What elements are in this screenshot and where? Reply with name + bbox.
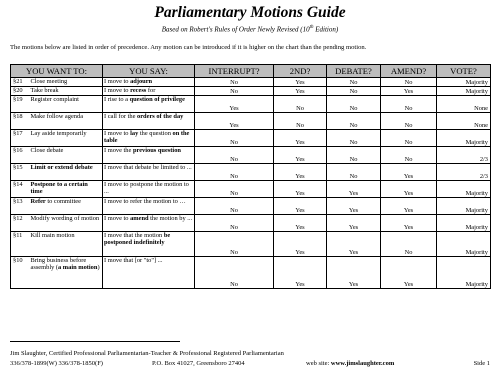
footer-website-label: web site:	[306, 360, 331, 367]
section-number: §14	[11, 181, 30, 198]
cell-vote: 2/3	[437, 147, 491, 164]
cell-amend: Yes	[381, 87, 437, 96]
motion-name-text: Limit or extend debate	[30, 164, 93, 171]
table-row	[11, 198, 491, 215]
motion-name-text: Close debate	[30, 147, 64, 154]
motion-say-text: I move to	[104, 87, 131, 94]
motion-purpose	[30, 78, 103, 87]
cell-vote: Majority	[437, 181, 491, 198]
cell-second: Yes	[274, 130, 327, 147]
cell-debate: Yes	[327, 257, 381, 289]
cell-vote: Majority	[437, 78, 491, 87]
motion-purpose	[30, 257, 103, 289]
cell-debate: Yes	[327, 215, 381, 232]
footer-rule	[10, 341, 180, 342]
cell-amend: Yes	[381, 164, 437, 181]
table-row	[11, 113, 491, 130]
motion-say-text: I rise to a	[104, 96, 130, 103]
section-number: §15	[11, 164, 30, 181]
cell-debate: No	[327, 96, 381, 113]
motion-wording	[103, 232, 195, 257]
cell-second: Yes	[274, 87, 327, 96]
cell-vote: Majority	[437, 232, 491, 257]
motion-say-text: be postponed indefinitely	[104, 232, 171, 247]
cell-vote: Majority	[437, 87, 491, 96]
motion-name-text: )	[97, 264, 100, 272]
cell-debate: No	[327, 78, 381, 87]
cell-debate: No	[327, 147, 381, 164]
motion-purpose	[30, 164, 103, 181]
motion-purpose	[30, 96, 103, 113]
footer-website	[306, 359, 394, 368]
subtitle-text: Based on Robert's Rules of Order Newly Revised (10	[161, 25, 310, 34]
cell-amend: No	[381, 130, 437, 147]
motion-name-text: Refer	[30, 198, 46, 205]
motion-name-text: to committee	[45, 198, 81, 205]
cell-interrupt: No	[195, 130, 274, 147]
header-amend: AMEND?	[381, 65, 437, 78]
motion-say-text: I move that debate be limited to ...	[104, 164, 192, 171]
cell-second: No	[274, 96, 327, 113]
cell-vote: None	[437, 113, 491, 130]
motion-say-text: recess	[130, 87, 147, 94]
cell-second: Yes	[274, 215, 327, 232]
cell-amend: No	[381, 232, 437, 257]
motion-say-text: for	[146, 87, 156, 94]
section-number: §21	[11, 78, 30, 87]
cell-amend: Yes	[381, 215, 437, 232]
motion-wording	[103, 164, 195, 181]
section-number: §11	[11, 232, 30, 257]
motion-name-text: Bring business before assembly (	[30, 257, 87, 272]
section-number: §19	[11, 96, 30, 113]
motion-wording	[103, 96, 195, 113]
motion-wording	[103, 113, 195, 130]
motion-say-text: I move to postpone the motion to ...	[104, 181, 189, 196]
table-row	[11, 96, 491, 113]
cell-vote: Majority	[437, 130, 491, 147]
motion-purpose	[30, 87, 103, 96]
motions-body	[11, 78, 491, 289]
section-number: §17	[11, 130, 30, 147]
cell-second: Yes	[274, 232, 327, 257]
motion-name-text: a main motion	[58, 264, 98, 272]
footer-side-number: Side 1	[473, 360, 490, 367]
subtitle-superscript: th	[309, 25, 314, 30]
motion-purpose	[30, 113, 103, 130]
cell-debate: No	[327, 164, 381, 181]
motion-name-text: Close meeting	[30, 78, 68, 85]
footer-credentials: Jim Slaughter, Certified Professional Parliamentarian-Teacher & Professional Registered Parliamentarian	[10, 350, 284, 357]
cell-second: No	[274, 113, 327, 130]
table-row	[11, 257, 491, 289]
section-number: §10	[11, 257, 30, 289]
motion-purpose	[30, 232, 103, 257]
subtitle-suffix: Edition)	[313, 25, 339, 34]
cell-amend: No	[381, 96, 437, 113]
header-second: 2ND?	[274, 65, 327, 78]
motion-say-text: adjourn	[130, 78, 153, 85]
cell-interrupt: No	[195, 87, 274, 96]
footer-website-link[interactable]: www.jimslaughter.com	[330, 360, 395, 367]
table-row	[11, 232, 491, 257]
header-row	[11, 65, 491, 78]
motion-wording	[103, 147, 195, 164]
motion-name-text: Lay aside temporarily	[30, 130, 87, 137]
header-you-say: YOU SAY:	[103, 65, 195, 78]
cell-debate: No	[327, 130, 381, 147]
cell-debate: Yes	[327, 198, 381, 215]
motion-purpose	[30, 147, 103, 164]
section-number: §12	[11, 215, 30, 232]
cell-vote: Majority	[437, 198, 491, 215]
motion-say-text: previous question	[132, 147, 181, 154]
cell-vote: None	[437, 96, 491, 113]
page-subtitle	[0, 23, 500, 34]
header-debate: DEBATE?	[327, 65, 381, 78]
cell-vote: 2/3	[437, 164, 491, 181]
motion-purpose	[30, 198, 103, 215]
motion-say-text: I call for the	[104, 113, 138, 120]
motion-say-text: I move to	[104, 215, 131, 222]
cell-vote: Majority	[437, 215, 491, 232]
page-title: Parliamentary Motions Guide	[154, 4, 346, 21]
table-row	[11, 87, 491, 96]
cell-vote: Majority	[437, 257, 491, 289]
motion-say-text: the question	[138, 130, 173, 137]
motion-say-text: amend	[130, 215, 149, 222]
motion-say-text: orders of the day	[137, 113, 184, 120]
footer-address: P.O. Box 41027, Greensboro 27404	[152, 360, 245, 367]
motion-name-text: Postpone to a certain time	[30, 181, 88, 196]
cell-interrupt: No	[195, 198, 274, 215]
motion-wording	[103, 215, 195, 232]
motion-say-text: lay	[130, 130, 139, 137]
motion-say-text: I move that the motion	[104, 232, 164, 239]
cell-second: Yes	[274, 198, 327, 215]
cell-amend: Yes	[381, 257, 437, 289]
motion-name-text: Kill main motion	[30, 232, 75, 239]
motion-name-text: Modify wording of motion	[30, 215, 100, 222]
cell-amend: No	[381, 147, 437, 164]
cell-debate: Yes	[327, 181, 381, 198]
cell-interrupt: No	[195, 215, 274, 232]
cell-interrupt: No	[195, 164, 274, 181]
motion-say-text: I move the	[104, 147, 133, 154]
motion-say-text: I move to refer the motion to …	[104, 198, 186, 205]
motion-purpose	[30, 181, 103, 198]
cell-interrupt: No	[195, 181, 274, 198]
cell-interrupt: Yes	[195, 113, 274, 130]
intro-text: The motions below are listed in order of precedence. Any motion can be introduced if it is higher on the chart than the pending motion.	[10, 44, 367, 51]
section-number: §20	[11, 87, 30, 96]
motions-table	[10, 64, 491, 289]
cell-second: Yes	[274, 78, 327, 87]
motion-name-text: Make follow agenda	[30, 113, 84, 120]
motion-wording	[103, 87, 195, 96]
cell-interrupt: No	[195, 257, 274, 289]
cell-second: Yes	[274, 257, 327, 289]
cell-interrupt: No	[195, 147, 274, 164]
motion-wording	[103, 78, 195, 87]
motion-wording	[103, 181, 195, 198]
motion-wording	[103, 130, 195, 147]
cell-second: Yes	[274, 147, 327, 164]
cell-amend: Yes	[381, 198, 437, 215]
motion-name-text: Take break	[30, 87, 59, 94]
header-interrupt: INTERRUPT?	[195, 65, 274, 78]
motion-say-text: on the table	[104, 130, 190, 145]
cell-amend: Yes	[381, 181, 437, 198]
cell-debate: No	[327, 113, 381, 130]
cell-amend: No	[381, 113, 437, 130]
motion-say-text: the motion by ...	[148, 215, 193, 222]
motion-say-text: I move to	[104, 130, 131, 137]
table-row	[11, 130, 491, 147]
footer-phones: 336/378-1899(W) 336/378-1850(F)	[10, 360, 103, 367]
motion-say-text: question of privilege	[129, 96, 185, 103]
cell-amend: No	[381, 78, 437, 87]
cell-interrupt: No	[195, 232, 274, 257]
cell-debate: No	[327, 87, 381, 96]
motion-say-text: I move to	[104, 78, 131, 85]
cell-interrupt: Yes	[195, 96, 274, 113]
cell-interrupt: No	[195, 78, 274, 87]
motion-wording	[103, 257, 195, 289]
motion-name-text: Register complaint	[30, 96, 79, 103]
table-row	[11, 164, 491, 181]
cell-second: Yes	[274, 164, 327, 181]
cell-debate: Yes	[327, 232, 381, 257]
motion-say-text: I move that [or "to"] ...	[104, 257, 163, 264]
header-vote: VOTE?	[437, 65, 491, 78]
table-row	[11, 147, 491, 164]
table-row	[11, 78, 491, 87]
table-row	[11, 181, 491, 198]
section-number: §13	[11, 198, 30, 215]
section-number: §16	[11, 147, 30, 164]
motion-wording	[103, 198, 195, 215]
motion-purpose	[30, 130, 103, 147]
motion-purpose	[30, 215, 103, 232]
section-number: §18	[11, 113, 30, 130]
header-you-want-to: YOU WANT TO:	[11, 65, 103, 78]
cell-second: Yes	[274, 181, 327, 198]
table-row	[11, 215, 491, 232]
